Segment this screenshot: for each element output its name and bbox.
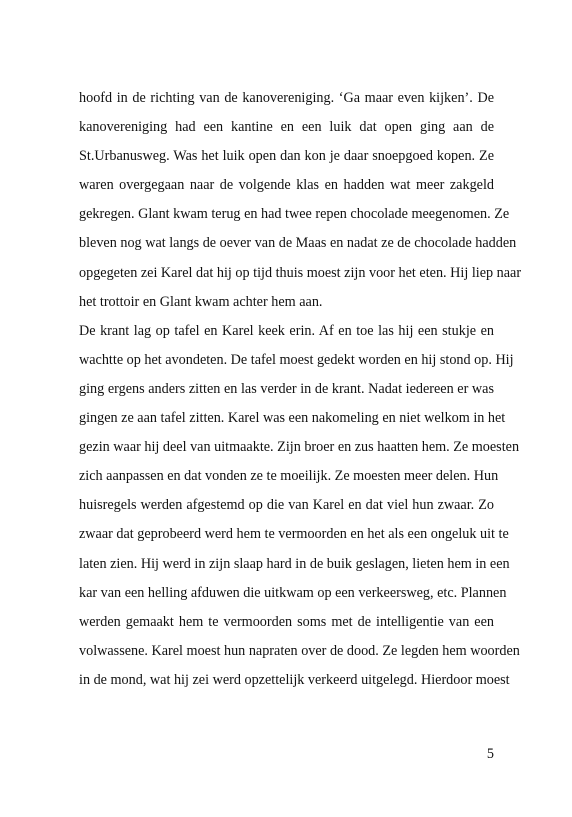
page-number: 5 [486,746,494,762]
text-line: bleven nog wat langs de oever van de Maas en nadat ze de chocolade hadden [79,235,517,252]
text-line: huisregels werden afgestemd op die van Karel en dat viel hun zwaar. Zo [79,497,494,514]
text-line: zich aanpassen en dat vonden ze te moeilijk. Ze moesten meer delen. Hun [79,468,499,485]
text-line: kar van een helling afduwen die uitkwam op een verkeersweg, etc. Plannen [79,584,507,601]
text-line: gezin waar hij deel van uitmaakte. Zijn broer en zus haatten hem. Ze moesten [79,439,520,456]
text-line: volwassene. Karel moest hun napraten over de dood. Ze legden hem woorden [79,642,520,659]
text-line: waren overgegaan naar de volgende klas en hadden wat meer zakgeld [79,177,494,194]
text-line: gingen ze aan tafel zitten. Karel was een nakomeling en niet welkom in het [79,410,506,427]
text-line: werden gemaakt hem te vermoorden soms met de intelligentie van een [79,613,494,630]
text-line: wachtte op het avondeten. De tafel moest gedekt worden en hij stond op. Hij [79,351,514,368]
text-line: kanovereniging had een kantine en een luik dat open ging aan de [79,119,494,136]
text-line: St.Urbanusweg. Was het luik open dan kon je daar snoepgoed kopen. Ze [79,148,494,165]
text-line: het trottoir en Glant kwam achter hem aan. [79,293,323,310]
text-line: ging ergens anders zitten en las verder in de krant. Nadat iedereen er was [79,380,494,397]
body-text [79,84,522,695]
text-line: in de mond, wat hij zei werd opzettelijk verkeerd uitgelegd. Hierdoor moest [79,671,510,688]
text-line: De krant lag op tafel en Karel keek erin. Af en toe las hij een stukje en [79,322,494,339]
text-line: opgegeten zei Karel dat hij op tijd thuis moest zijn voor het eten. Hij liep naar [79,264,522,281]
paragraph-2 [79,317,520,695]
text-line: laten zien. Hij werd in zijn slaap hard in de buik geslagen, lieten hem in een [79,555,510,572]
text-line: gekregen. Glant kwam terug en had twee repen chocolade meegenomen. Ze [79,206,510,223]
paragraph-1 [79,84,522,317]
text-line: hoofd in de richting van de kanovereniging. ‘Ga maar even kijken’. De [79,90,494,106]
text-line: zwaar dat geprobeerd werd hem te vermoorden en het als een ongeluk uit te [79,526,509,543]
